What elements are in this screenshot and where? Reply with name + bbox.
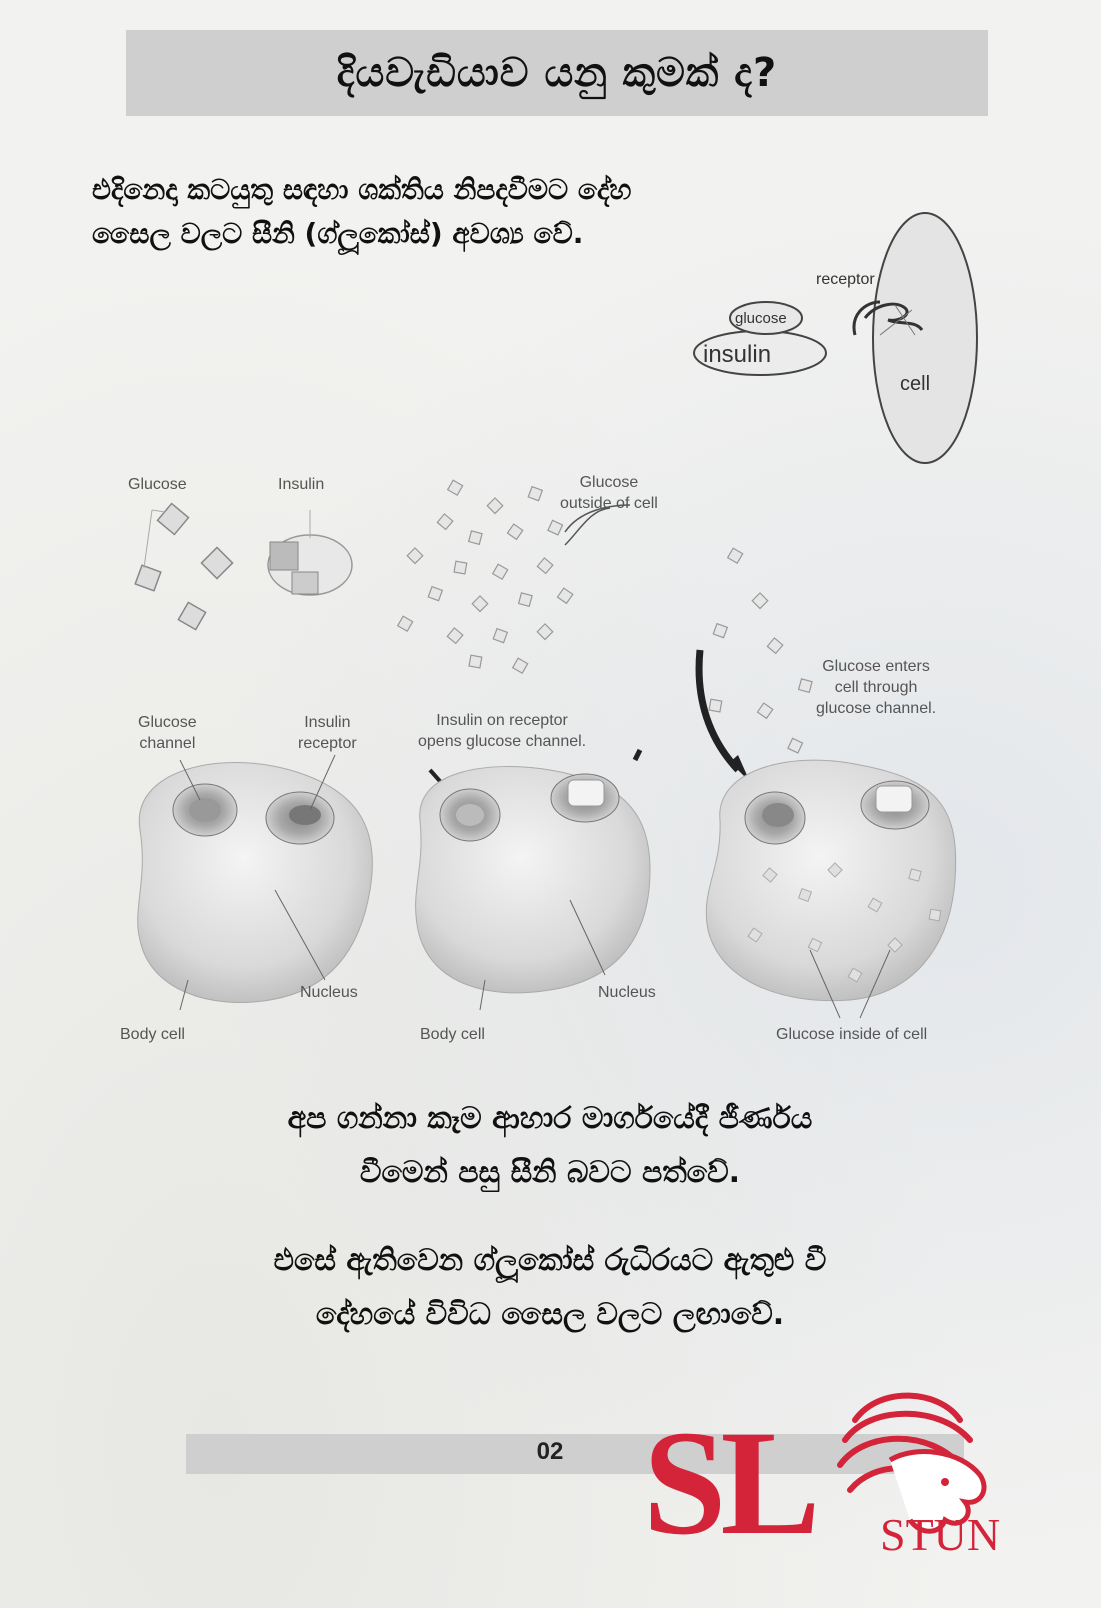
paragraph-circulation [140,1234,960,1342]
label-glucose-outside-line1: Glucose [579,474,639,491]
insulin-molecule [268,535,352,595]
intro-line-2: සෛල වලට සීනි (ග්ලූකෝස්) අවශ්‍ය වේ. [92,217,584,250]
label-nucleus-2: Nucleus [598,984,656,1001]
label-glucose-channel [138,712,197,754]
paragraph-circulation-line1: එසේ ඇතිවෙන ග්ලූකෝස් රුධිරයට ඇතුළු වී [273,1243,827,1278]
glucose-label: glucose [735,310,787,327]
label-insulin-on-receptor-line2: opens glucose channel. [418,733,587,750]
label-insulin: Insulin [278,476,325,493]
glucose-uptake-diagram [110,470,1010,1090]
arrow-middle [635,750,640,760]
receptor-label: receptor [816,271,875,288]
body-cell-2 [416,767,650,993]
label-glucose-enters-line1: Glucose enters [822,658,930,675]
paragraph-circulation-line2: දේහයේ විවිධ සෛල වලට ලඟාවේ. [315,1297,785,1332]
label-glucose-channel-line1: Glucose [138,714,197,731]
label-glucose-enters-line3: glucose channel. [816,700,937,717]
logo-sl-text: SL [643,1400,815,1566]
label-insulin-receptor-line2: receptor [298,735,357,752]
label-body-cell-1: Body cell [120,1026,185,1043]
intro-line-1: එදිනෙදා කටයුතු සඳහා ශක්තිය නිපදවීමට දේහ [92,173,632,206]
label-nucleus-1: Nucleus [300,984,358,1001]
label-glucose-outside [560,472,658,514]
logo-stun-text: STUN [880,1509,1001,1560]
insulin-label: insulin [703,341,772,368]
label-glucose-enters [816,656,936,719]
title-bar [126,30,988,116]
page-title: දියවැඩියාව යනු කුමක් ද? [336,50,778,96]
label-glucose-outside-line2: outside of cell [560,495,658,512]
label-insulin-on-receptor [418,710,586,752]
label-glucose-enters-line2: cell through [834,679,918,696]
paragraph-digestion-line2: වීමෙන් පසු සීනි බවට පත්වේ. [359,1155,741,1190]
cell-label: cell [900,373,931,395]
cell-shape [873,213,977,463]
label-insulin-receptor-line1: Insulin [304,714,351,731]
body-cell-3 [706,760,955,1000]
label-glucose: Glucose [128,476,187,493]
label-glucose-inside: Glucose inside of cell [776,1026,928,1043]
label-glucose-channel-line2: channel [139,735,196,752]
intro-text [92,168,772,256]
insulin-receptor-diagram [690,210,990,470]
glucose-outside-molecules [398,480,573,673]
label-insulin-on-receptor-line1: Insulin on receptor [436,712,568,729]
paragraph-digestion-line1: අප ගන්නා කෑම ආහාර මාර්ගයේදී ජීර්ණය [287,1101,813,1136]
page-number: 02 [536,1438,564,1465]
paragraph-digestion [140,1092,960,1200]
body-cell-1 [138,763,373,1003]
label-insulin-receptor [298,712,357,754]
label-body-cell-2: Body cell [420,1026,485,1043]
